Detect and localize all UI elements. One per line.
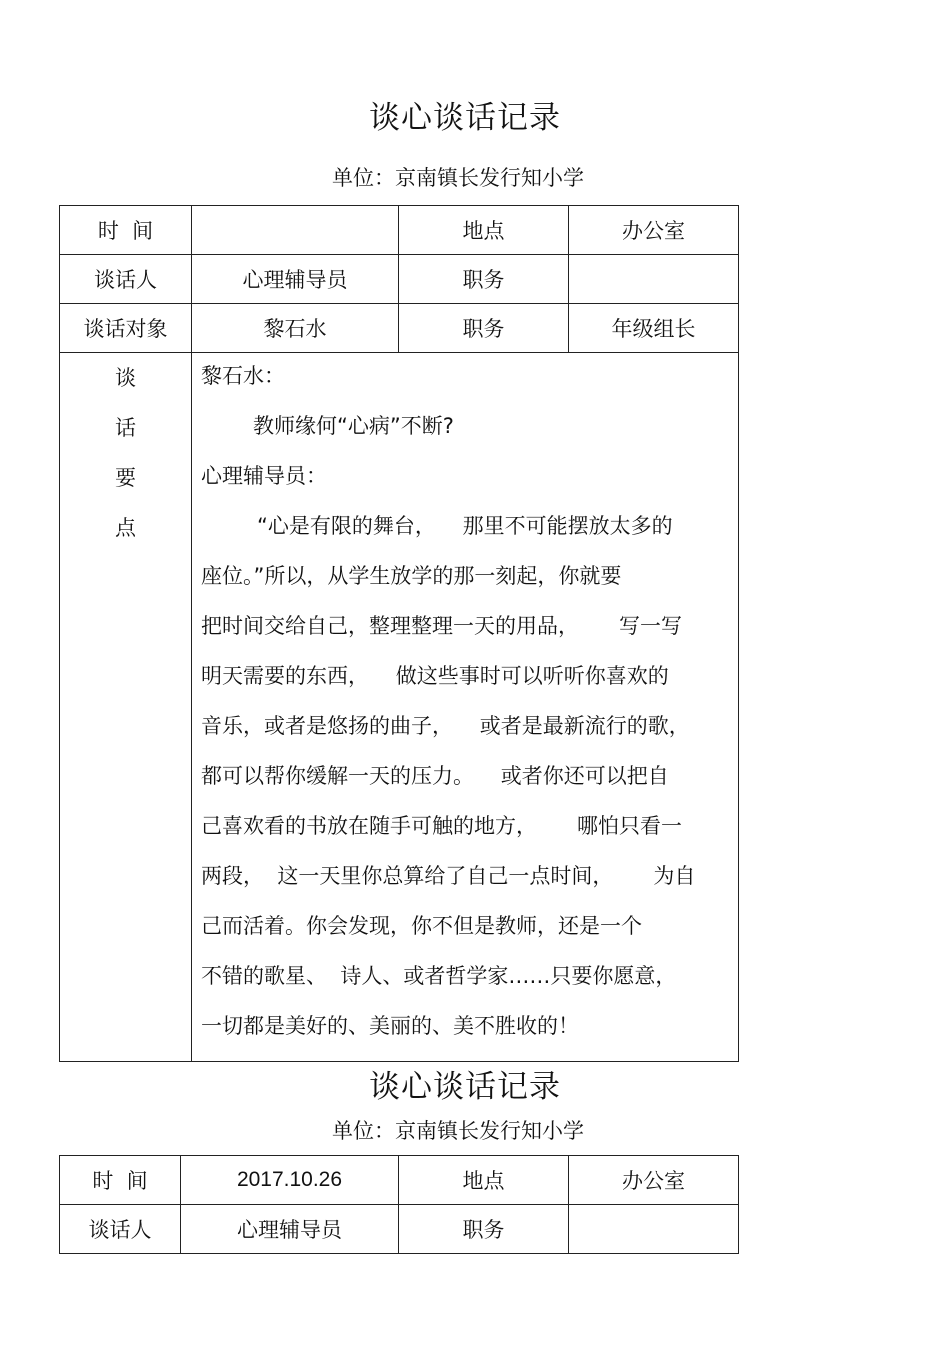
time-value: 2017.10.26 — [181, 1156, 399, 1205]
key-points-content — [192, 353, 739, 1062]
key-points-char: 要 — [115, 466, 136, 490]
speaker-position-value — [569, 1205, 739, 1254]
speaker-position-label: 职务 — [399, 1205, 569, 1254]
target-value: 黎石水 — [192, 304, 399, 353]
place-label: 地点 — [399, 1156, 569, 1205]
target-label: 谈话对象 — [60, 304, 192, 353]
content-line: 心理辅导员： — [201, 464, 327, 488]
time-label: 时 间 — [60, 206, 192, 255]
place-value: 办公室 — [569, 206, 739, 255]
key-points-char: 话 — [115, 416, 136, 440]
place-label: 地点 — [399, 206, 569, 255]
key-points-char: 点 — [115, 516, 136, 540]
speaker-label: 谈话人 — [60, 1205, 181, 1254]
time-label: 时 间 — [60, 1156, 181, 1205]
table-row — [60, 1205, 739, 1254]
table-row — [60, 206, 739, 255]
content-line: 黎石水： — [201, 364, 285, 388]
table-row — [60, 304, 739, 353]
record1-table — [59, 205, 739, 1062]
content-line: 座位。”所以，从学生放学的那一刻起，你就要 — [201, 564, 622, 588]
record1-title: 谈心谈话记录 — [369, 100, 561, 136]
record2-unit: 单位：京南镇长发行知小学 — [332, 1119, 584, 1143]
speaker-value: 心理辅导员 — [181, 1205, 399, 1254]
speaker-label: 谈话人 — [60, 255, 192, 304]
content-line: 己喜欢看的书放在随手可触的地方， 哪怕只看一 — [201, 814, 683, 838]
place-value: 办公室 — [569, 1156, 739, 1205]
content-line: 把时间交给自己，整理整理一天的用品， 写一写 — [201, 614, 683, 638]
content-line: 一切都是美好的、美丽的、美不胜收的！ — [201, 1014, 579, 1038]
time-value — [192, 206, 399, 255]
content-line: 教师缘何“心病”不断? — [253, 414, 454, 438]
content-line: 都可以帮你缓解一天的压力。 或者你还可以把自 — [201, 764, 669, 788]
table-row — [60, 353, 739, 1062]
speaker-position-value — [569, 255, 739, 304]
table-row — [60, 1156, 739, 1205]
key-points-label — [60, 353, 192, 1062]
content-line: 音乐，或者是悠扬的曲子， 或者是最新流行的歌， — [201, 714, 690, 738]
content-line: 己而活着。你会发现，你不但是教师，还是一个 — [201, 914, 642, 938]
key-points-char: 谈 — [115, 366, 136, 390]
table-row — [60, 255, 739, 304]
content-line: 明天需要的东西， 做这些事时可以听听你喜欢的 — [201, 664, 669, 688]
record2-title: 谈心谈话记录 — [369, 1069, 561, 1105]
speaker-position-label: 职务 — [399, 255, 569, 304]
target-position-label: 职务 — [399, 304, 569, 353]
record2-table — [59, 1155, 739, 1254]
target-position-value: 年级组长 — [569, 304, 739, 353]
content-line: 两段， 这一天里你总算给了自己一点时间， 为自 — [201, 864, 696, 888]
speaker-value: 心理辅导员 — [192, 255, 399, 304]
content-line: 不错的歌星、 诗人、或者哲学家……只要你愿意， — [201, 964, 677, 988]
content-line: “心是有限的舞台， 那里不可能摆放太多的 — [257, 514, 673, 538]
record1-unit: 单位：京南镇长发行知小学 — [332, 166, 584, 190]
